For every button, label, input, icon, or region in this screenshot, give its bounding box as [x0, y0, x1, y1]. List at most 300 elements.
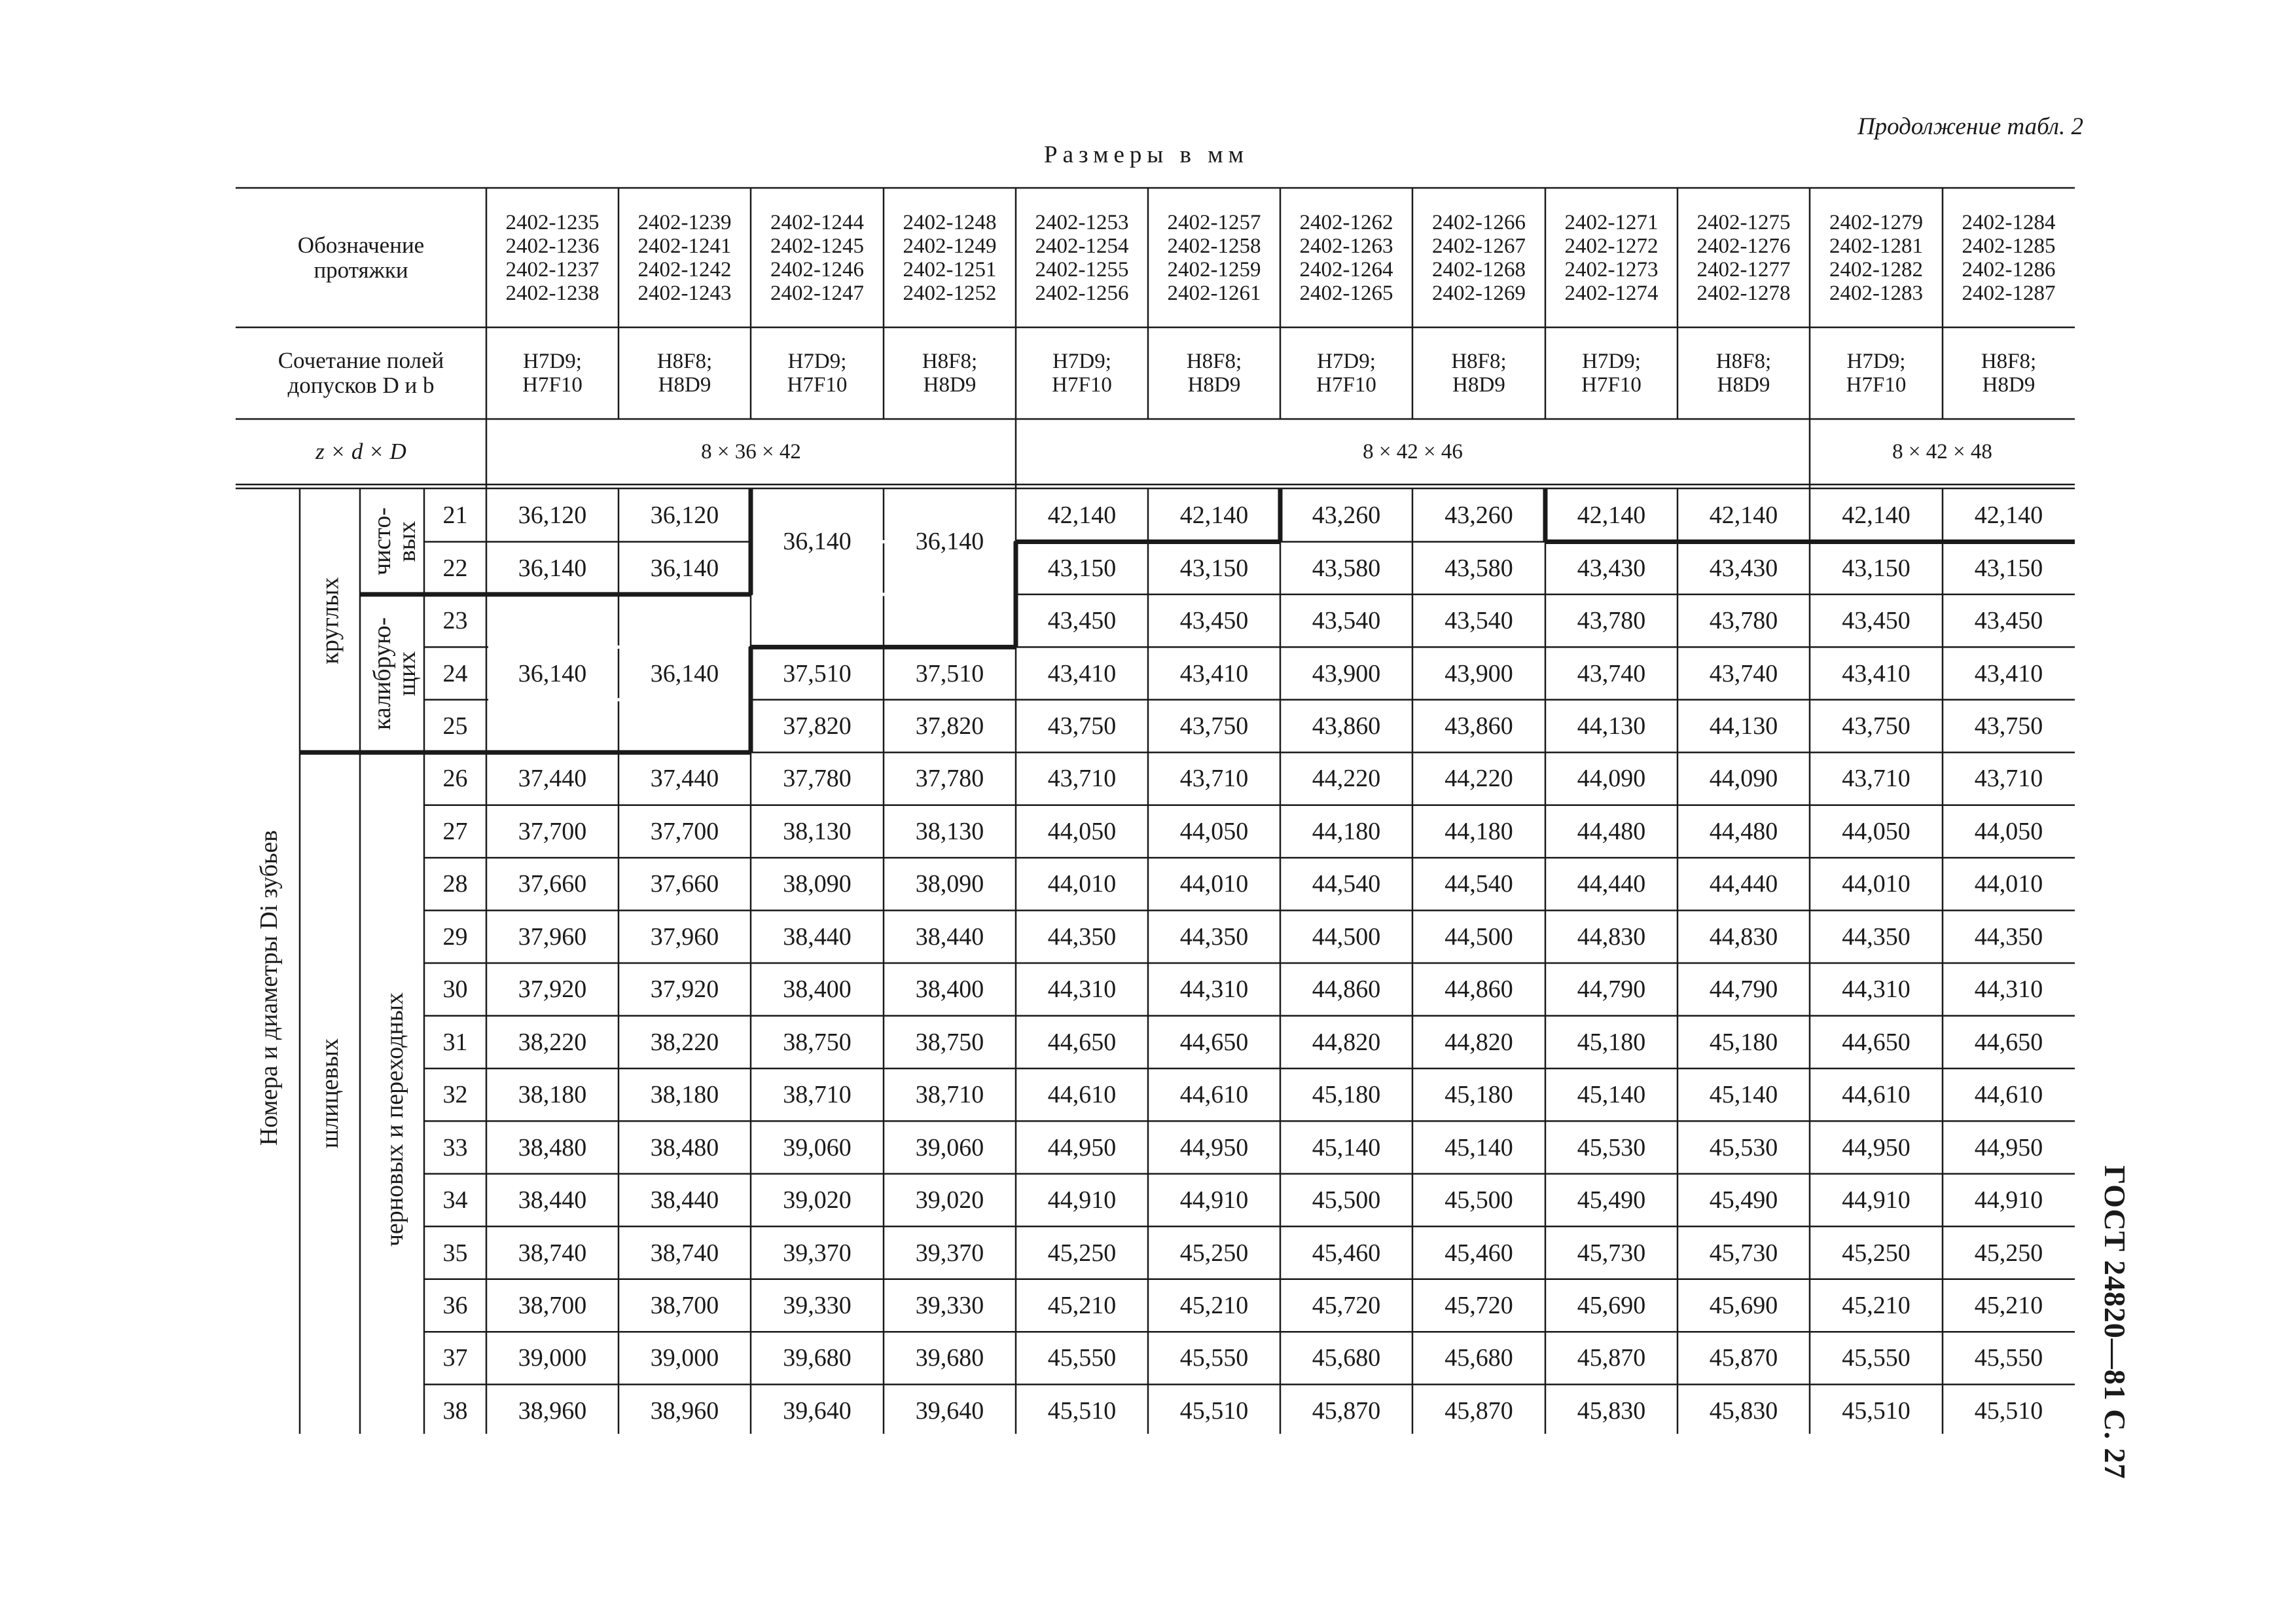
- table-cell: 45,250: [1842, 1239, 1910, 1267]
- table-cell: 44,500: [1444, 922, 1513, 951]
- designation-cell: [1280, 188, 1412, 327]
- table-cell: 39,330: [915, 1291, 984, 1319]
- table-cell: 44,310: [1179, 976, 1249, 1004]
- tolerance-cell: [1148, 327, 1280, 419]
- cell-line: 2402-1237: [505, 257, 600, 282]
- cell-line: 2402-1238: [505, 281, 600, 305]
- tooth-number: 21: [442, 501, 468, 530]
- table-cell: 37,700: [518, 817, 587, 845]
- rot-line: вых: [393, 521, 422, 562]
- cell-line: 2402-1236: [505, 234, 600, 258]
- continuation-note: Продолжение табл. 2: [1857, 113, 2083, 140]
- table-cell: 38,180: [650, 1081, 719, 1109]
- cell-line: 2402-1243: [637, 281, 732, 305]
- table-cell: 43,410: [1047, 659, 1117, 687]
- table-cell: 44,950: [1047, 1133, 1117, 1161]
- tooth-number: 32: [442, 1081, 468, 1109]
- cell-line: 2402-1256: [1035, 281, 1129, 305]
- table-cell: 39,020: [915, 1186, 984, 1214]
- table-cell: 44,350: [1047, 922, 1117, 951]
- table-cell: 44,350: [1842, 922, 1910, 951]
- table-cell: 43,150: [1179, 554, 1249, 582]
- units-note: Размеры в мм: [1044, 141, 1249, 168]
- cell-line: 2402-1248: [903, 210, 997, 234]
- table-cell: 45,510: [1047, 1396, 1117, 1425]
- tolerance-cell: [619, 327, 751, 419]
- table-cell: 45,210: [1842, 1291, 1910, 1319]
- designation-cell: [619, 188, 751, 327]
- stub-rough-label: черновых и переходных: [381, 992, 409, 1247]
- table-cell: 44,010: [1047, 870, 1117, 898]
- rot-line: чисто-: [368, 507, 397, 576]
- cell-line: 2402-1244: [770, 210, 864, 234]
- designation-label: [236, 188, 486, 327]
- table-cell: 44,910: [1974, 1186, 2043, 1214]
- cell-line: 2402-1263: [1299, 234, 1393, 258]
- table-cell: 44,950: [1974, 1133, 2043, 1161]
- table-cell: 39,060: [915, 1133, 984, 1161]
- tolerance-cell: [751, 327, 884, 419]
- cell-line: H7D9;: [787, 350, 847, 373]
- table-cell: 43,150: [1842, 554, 1910, 582]
- tolerance-cell: [1016, 327, 1148, 419]
- cell-line: 2402-1255: [1035, 257, 1129, 282]
- cell-line: 2402-1275: [1696, 210, 1791, 234]
- table-cell: 42,140: [1577, 501, 1646, 530]
- table-cell: 38,740: [518, 1239, 587, 1267]
- tolerance-cell: [1545, 327, 1677, 419]
- zdD-group: 8 × 42 × 46: [1363, 440, 1463, 464]
- table-cell: 38,700: [650, 1291, 719, 1319]
- cell-line: 2402-1267: [1432, 234, 1526, 258]
- designation-cell: [751, 188, 884, 327]
- table-cell: 45,550: [1974, 1344, 2043, 1372]
- tooth-number: 30: [442, 976, 468, 1004]
- table-cell: 43,410: [1974, 659, 2043, 687]
- cell-line: H7F10: [522, 373, 583, 397]
- table-cell: 39,640: [915, 1396, 984, 1425]
- table-cell: 45,250: [1974, 1239, 2043, 1267]
- table-cell: 44,050: [1047, 817, 1117, 845]
- table-cell: 44,440: [1577, 870, 1646, 898]
- table-cell: 43,450: [1842, 607, 1910, 635]
- table-cell: 45,500: [1444, 1186, 1513, 1214]
- stub-finishing-label: [370, 507, 420, 575]
- table-cell: 43,750: [1974, 712, 2043, 740]
- table-cell: 43,750: [1842, 712, 1910, 740]
- table-cell: 44,500: [1312, 922, 1381, 951]
- table-cell: 39,000: [650, 1344, 719, 1372]
- cell-line: Сочетание полей: [278, 348, 444, 373]
- table-cell: 43,780: [1577, 607, 1646, 635]
- cell-line: H7D9;: [1582, 350, 1641, 373]
- table-cell: 38,130: [915, 817, 984, 845]
- tooth-number: 24: [442, 659, 468, 687]
- cell-line: 2402-1276: [1696, 234, 1791, 258]
- table-cell: 44,910: [1047, 1186, 1117, 1214]
- table-cell: 45,730: [1709, 1239, 1778, 1267]
- table-cell: 45,870: [1312, 1396, 1381, 1425]
- cell-line: H7F10: [1846, 373, 1907, 397]
- table-cell: 45,490: [1709, 1186, 1778, 1214]
- table-cell: 45,210: [1974, 1291, 2043, 1319]
- table-cell: 45,550: [1179, 1344, 1249, 1372]
- table-cell: 37,780: [915, 765, 984, 793]
- table-cell: 38,750: [783, 1028, 852, 1056]
- zdD-label: z × d × D: [315, 439, 406, 464]
- merged-cell: 36,140: [915, 528, 984, 556]
- table-cell: 44,950: [1179, 1133, 1249, 1161]
- table-cell: 38,130: [783, 817, 852, 845]
- cell-line: 2402-1271: [1564, 210, 1659, 234]
- table-cell: 45,680: [1444, 1344, 1513, 1372]
- cell-line: 2402-1235: [505, 210, 600, 234]
- table-cell: 43,450: [1047, 607, 1117, 635]
- table-cell: 45,180: [1444, 1081, 1513, 1109]
- tooth-number: 35: [442, 1239, 468, 1267]
- tooth-number: 26: [442, 765, 468, 793]
- table-cell: 44,910: [1842, 1186, 1910, 1214]
- table-cell: 39,330: [783, 1291, 852, 1319]
- cell-line: H7F10: [787, 373, 848, 397]
- cell-line: H7D9;: [1846, 350, 1906, 373]
- tooth-number: 27: [442, 817, 468, 845]
- table-cell: 38,400: [783, 976, 852, 1004]
- table-cell: 42,140: [1047, 501, 1117, 530]
- cell-line: 2402-1282: [1829, 257, 1923, 282]
- cell-line: 2402-1254: [1035, 234, 1129, 258]
- cell-line: H8D9: [923, 373, 977, 397]
- cell-line: 2402-1253: [1035, 210, 1129, 234]
- cell-line: H8D9: [1982, 373, 2036, 397]
- cell-line: 2402-1241: [637, 234, 732, 258]
- table-cell: 45,830: [1577, 1396, 1646, 1425]
- table-cell: 44,650: [1974, 1028, 2043, 1056]
- cell-line: H8F8;: [1715, 350, 1772, 373]
- table-cell: 39,060: [783, 1133, 852, 1161]
- table-cell: 44,010: [1842, 870, 1910, 898]
- table-cell: 45,870: [1444, 1396, 1513, 1425]
- table-cell: 38,710: [783, 1081, 852, 1109]
- cell-line: 2402-1277: [1696, 257, 1791, 282]
- table-cell: 38,440: [915, 922, 984, 951]
- table-cell: 43,710: [1974, 765, 2043, 793]
- table-cell: 39,640: [783, 1396, 852, 1425]
- table-cell: 43,430: [1577, 554, 1646, 582]
- cell-line: 2402-1283: [1829, 281, 1923, 305]
- table-cell: 37,920: [518, 976, 587, 1004]
- table-cell: 43,580: [1312, 554, 1381, 582]
- zdD-group: 8 × 36 × 42: [701, 440, 801, 464]
- designation-cell: [1677, 188, 1810, 327]
- tooth-number: 38: [442, 1396, 468, 1425]
- table-cell: 43,780: [1709, 607, 1778, 635]
- table-cell: 44,610: [1974, 1081, 2043, 1109]
- table-cell: 38,700: [518, 1291, 587, 1319]
- table-cell: 44,010: [1974, 870, 2043, 898]
- tooth-number: 37: [442, 1344, 468, 1372]
- table-cell: 44,610: [1047, 1081, 1117, 1109]
- cell-line: 2402-1242: [637, 257, 732, 282]
- table-cell: 45,140: [1709, 1081, 1778, 1109]
- table-cell: 37,700: [650, 817, 719, 845]
- cell-line: H8D9: [1717, 373, 1770, 397]
- table-cell: 38,740: [650, 1239, 719, 1267]
- table-cell: 38,750: [915, 1028, 984, 1056]
- table-cell: 45,490: [1577, 1186, 1646, 1214]
- table-cell: 43,740: [1709, 659, 1778, 687]
- table-cell: 44,050: [1842, 817, 1910, 845]
- table-cell: 45,720: [1312, 1291, 1381, 1319]
- tooth-number: 28: [442, 870, 468, 898]
- table-cell: 44,090: [1709, 765, 1778, 793]
- table-cell: 38,400: [915, 976, 984, 1004]
- table-cell: 44,310: [1047, 976, 1117, 1004]
- table-cell: 44,010: [1179, 870, 1249, 898]
- cell-line: допусков D и b: [287, 373, 435, 398]
- table-cell: 45,510: [1842, 1396, 1910, 1425]
- table-cell: 38,180: [518, 1081, 587, 1109]
- table-cell: 38,220: [650, 1028, 719, 1056]
- cell-line: H8D9: [658, 373, 711, 397]
- table-cell: 44,610: [1842, 1081, 1910, 1109]
- table-cell: 45,250: [1047, 1239, 1117, 1267]
- table-cell: 38,090: [915, 870, 984, 898]
- table-cell: 45,510: [1974, 1396, 2043, 1425]
- table-cell: 44,350: [1179, 922, 1249, 951]
- table-cell: 44,540: [1312, 870, 1381, 898]
- stub-round-label: круглых: [316, 577, 344, 665]
- table-cell: 45,210: [1047, 1291, 1117, 1319]
- tooth-number: 34: [442, 1186, 468, 1214]
- cell-line: 2402-1284: [1962, 210, 2056, 234]
- table-cell: 38,440: [518, 1186, 587, 1214]
- table-cell: 37,820: [915, 712, 984, 740]
- cell-line: H7D9;: [1317, 350, 1376, 373]
- table-cell: 42,140: [1709, 501, 1778, 530]
- table-cell: 44,820: [1312, 1028, 1381, 1056]
- table-cell: 45,460: [1312, 1239, 1381, 1267]
- cell-line: 2402-1281: [1829, 234, 1923, 258]
- table-cell: 38,960: [650, 1396, 719, 1425]
- table-cell: 44,220: [1312, 765, 1381, 793]
- table-cell: 39,370: [915, 1239, 984, 1267]
- table-cell: 37,960: [518, 922, 587, 951]
- designation-cell: [1810, 188, 1943, 327]
- document-title: ГОСТ 24820—81 С. 27: [2098, 1165, 2132, 1480]
- cell-line: 2402-1285: [1962, 234, 2056, 258]
- table-cell: 37,440: [518, 765, 587, 793]
- table-cell: 44,820: [1444, 1028, 1513, 1056]
- table-cell: 39,000: [518, 1344, 587, 1372]
- table-cell: 43,260: [1444, 501, 1513, 530]
- table-cell: 44,790: [1709, 976, 1778, 1004]
- table-cell: 37,920: [650, 976, 719, 1004]
- table-cell: 43,750: [1047, 712, 1117, 740]
- table-cell: 44,310: [1842, 976, 1910, 1004]
- cell-line: 2402-1287: [1962, 281, 2056, 305]
- cell-line: 2402-1279: [1829, 210, 1923, 234]
- table-cell: 44,180: [1444, 817, 1513, 845]
- designation-cell: [486, 188, 619, 327]
- merged-cell: 36,140: [650, 659, 719, 687]
- merged-cell: 36,140: [518, 659, 587, 687]
- table-cell: 43,860: [1444, 712, 1513, 740]
- table-cell: 36,140: [650, 554, 719, 582]
- cell-line: H7D9;: [1052, 350, 1111, 373]
- table-cell: 37,820: [783, 712, 852, 740]
- table-cell: 44,860: [1444, 976, 1513, 1004]
- table-cell: 44,130: [1709, 712, 1778, 740]
- table-cell: 37,510: [783, 659, 852, 687]
- cell-line: 2402-1247: [770, 281, 864, 305]
- table-cell: 39,680: [783, 1344, 852, 1372]
- stub-spline-label: шлицевых: [316, 1038, 344, 1148]
- cell-line: 2402-1257: [1167, 210, 1261, 234]
- table-cell: 44,860: [1312, 976, 1381, 1004]
- rot-line: калибрую-: [368, 617, 397, 730]
- table-cell: 44,440: [1709, 870, 1778, 898]
- table-cell: 44,090: [1577, 765, 1646, 793]
- designation-cell: [1943, 188, 2075, 327]
- tolerance-label: [236, 327, 486, 419]
- table-cell: 38,090: [783, 870, 852, 898]
- table-cell: 38,440: [783, 922, 852, 951]
- cell-line: 2402-1245: [770, 234, 864, 258]
- cell-line: 2402-1269: [1432, 281, 1526, 305]
- tooth-number: 23: [442, 607, 468, 635]
- table-cell: 43,900: [1444, 659, 1513, 687]
- table-cell: 44,830: [1709, 922, 1778, 951]
- table-cell: 43,150: [1047, 554, 1117, 582]
- table-cell: 43,710: [1047, 765, 1117, 793]
- table-cell: 45,500: [1312, 1186, 1381, 1214]
- table-cell: 44,050: [1179, 817, 1249, 845]
- table-cell: 43,410: [1179, 659, 1249, 687]
- cell-line: H8D9: [1187, 373, 1241, 397]
- tolerance-cell: [486, 327, 619, 419]
- table-cell: 45,180: [1709, 1028, 1778, 1056]
- tooth-number: 31: [442, 1028, 468, 1056]
- table-cell: 45,550: [1047, 1344, 1117, 1372]
- tooth-number: 36: [442, 1291, 468, 1319]
- tolerance-cell: [1677, 327, 1810, 419]
- table-cell: 42,140: [1842, 501, 1910, 530]
- cell-line: протяжки: [314, 257, 408, 283]
- table-cell: 43,900: [1312, 659, 1381, 687]
- cell-line: Обозначение: [297, 232, 425, 258]
- tolerance-cell: [1810, 327, 1943, 419]
- table-cell: 43,540: [1444, 607, 1513, 635]
- table-cell: 36,140: [518, 554, 587, 582]
- tooth-number: 33: [442, 1133, 468, 1161]
- table-cell: 36,120: [650, 501, 719, 530]
- cell-line: 2402-1246: [770, 257, 864, 282]
- cell-line: 2402-1261: [1167, 281, 1261, 305]
- table-cell: 45,690: [1577, 1291, 1646, 1319]
- table-cell: 39,020: [783, 1186, 852, 1214]
- table-cell: 45,720: [1444, 1291, 1513, 1319]
- table-cell: 36,120: [518, 501, 587, 530]
- cell-line: 2402-1258: [1167, 234, 1261, 258]
- table-cell: 44,310: [1974, 976, 2043, 1004]
- cell-line: 2402-1268: [1432, 257, 1526, 282]
- cell-line: H7F10: [1581, 373, 1641, 397]
- cell-line: H7F10: [1052, 373, 1112, 397]
- table-cell: 37,660: [650, 870, 719, 898]
- table-cell: 43,740: [1577, 659, 1646, 687]
- tolerance-cell: [884, 327, 1016, 419]
- table-cell: 38,710: [915, 1081, 984, 1109]
- table-cell: 43,150: [1974, 554, 2043, 582]
- designation-cell: [1148, 188, 1280, 327]
- table-cell: 43,260: [1312, 501, 1381, 530]
- tooth-number: 29: [442, 922, 468, 951]
- table-cell: 44,950: [1842, 1133, 1910, 1161]
- table-cell: 38,480: [518, 1133, 587, 1161]
- table-cell: 43,860: [1312, 712, 1381, 740]
- table-cell: 44,480: [1577, 817, 1646, 845]
- table-cell: 44,610: [1179, 1081, 1249, 1109]
- table-cell: 38,960: [518, 1396, 587, 1425]
- table-cell: 44,480: [1709, 817, 1778, 845]
- table-cell: 45,140: [1577, 1081, 1646, 1109]
- table-cell: 44,650: [1179, 1028, 1249, 1056]
- designation-cell: [1545, 188, 1677, 327]
- table-cell: 44,180: [1312, 817, 1381, 845]
- cell-line: H7F10: [1316, 373, 1376, 397]
- table-cell: 44,790: [1577, 976, 1646, 1004]
- cell-line: 2402-1265: [1299, 281, 1393, 305]
- table-cell: 44,350: [1974, 922, 2043, 951]
- cell-line: 2402-1272: [1564, 234, 1659, 258]
- tolerance-cell: [1412, 327, 1545, 419]
- tolerance-cell: [1280, 327, 1412, 419]
- table-cell: 38,440: [650, 1186, 719, 1214]
- table-cell: 39,680: [915, 1344, 984, 1372]
- table-cell: 45,180: [1312, 1081, 1381, 1109]
- table-cell: 44,050: [1974, 817, 2043, 845]
- cell-line: 2402-1278: [1696, 281, 1791, 305]
- table-cell: 43,710: [1842, 765, 1910, 793]
- cell-line: H8F8;: [922, 350, 978, 373]
- designation-cell: [1412, 188, 1545, 327]
- cell-line: H8F8;: [1981, 350, 2037, 373]
- cell-line: H8F8;: [656, 350, 713, 373]
- table-cell: 43,540: [1312, 607, 1381, 635]
- table-cell: 42,140: [1179, 501, 1249, 530]
- cell-line: 2402-1252: [903, 281, 997, 305]
- tolerance-cell: [1943, 327, 2075, 419]
- cell-line: 2402-1262: [1299, 210, 1393, 234]
- zdD-group: 8 × 42 × 48: [1892, 440, 1992, 464]
- table-cell: 45,870: [1577, 1344, 1646, 1372]
- cell-line: H7D9;: [523, 350, 582, 373]
- cell-line: 2402-1239: [637, 210, 732, 234]
- merged-cell: 36,140: [783, 528, 852, 556]
- table-cell: 42,140: [1974, 501, 2043, 530]
- table-cell: 44,220: [1444, 765, 1513, 793]
- table-cell: 44,830: [1577, 922, 1646, 951]
- cell-line: 2402-1274: [1564, 281, 1659, 305]
- table-cell: 44,650: [1047, 1028, 1117, 1056]
- cell-line: 2402-1286: [1962, 257, 2056, 282]
- table-cell: 45,510: [1179, 1396, 1249, 1425]
- table-cell: 45,530: [1577, 1133, 1646, 1161]
- table-cell: 45,690: [1709, 1291, 1778, 1319]
- table-cell: 45,250: [1179, 1239, 1249, 1267]
- table-cell: 44,910: [1179, 1186, 1249, 1214]
